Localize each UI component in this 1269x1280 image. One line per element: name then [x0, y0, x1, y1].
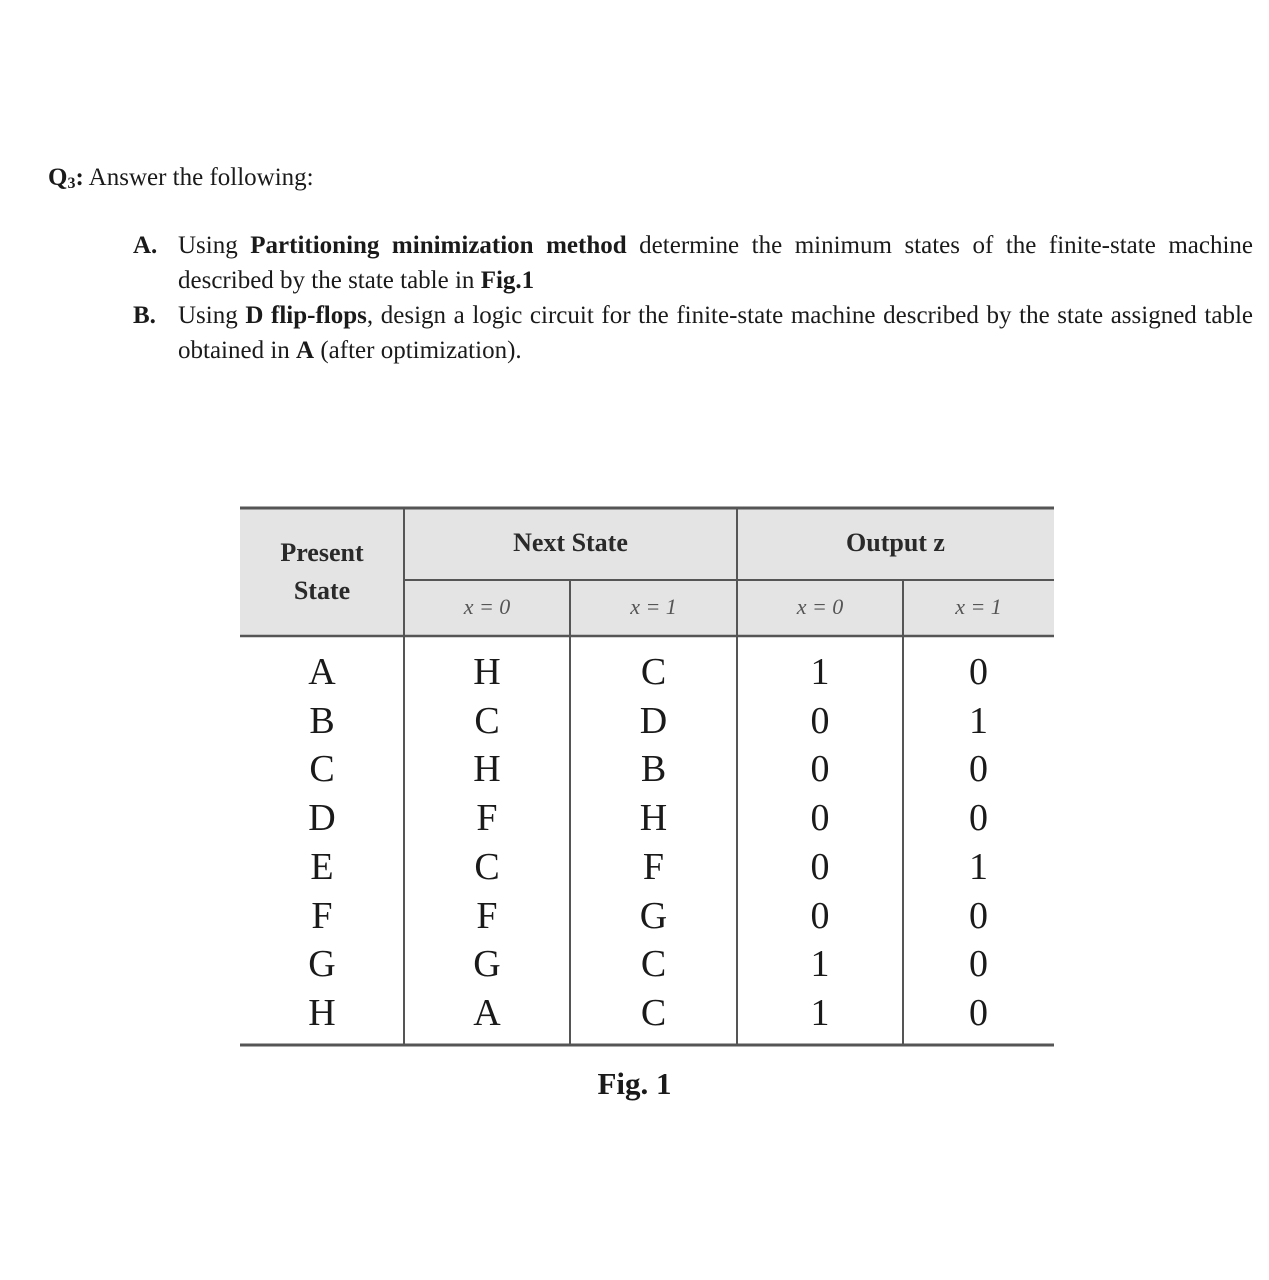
table-cell: F	[642, 845, 665, 888]
sub-output-x1: x = 1	[955, 594, 1002, 619]
table-cell: C	[474, 845, 500, 888]
table-cell: 0	[810, 748, 830, 791]
table-cell: C	[640, 991, 667, 1034]
table-cell: D	[308, 797, 336, 840]
question-text: Answer the following:	[88, 164, 314, 191]
part-b	[133, 298, 1253, 368]
header-output: Output z	[846, 528, 945, 557]
table-cell: 0	[810, 894, 830, 937]
part-a-figure-ref: Fig.1	[480, 267, 535, 294]
table-cell: F	[476, 797, 498, 840]
table-cell: G	[473, 943, 501, 986]
part-b-post: (after optimization).	[314, 337, 522, 364]
question-colon: :	[75, 164, 84, 191]
part-b-part-ref: A	[296, 337, 315, 364]
table-cell: 1	[810, 943, 830, 986]
part-a-text: determine the minimum states of the finite-state machine described by the state table in	[178, 232, 1253, 294]
state-table	[240, 506, 1054, 1047]
table-cell: 0	[969, 748, 988, 791]
table-cell: 1	[810, 651, 830, 693]
question-parts	[133, 228, 1253, 368]
table-cell: H	[473, 748, 501, 791]
col-next-x0	[404, 648, 570, 1038]
part-a-method: Partitioning minimization method	[250, 232, 627, 259]
table-cell: C	[640, 943, 667, 986]
table-cell: 0	[810, 699, 830, 742]
figure-caption: Fig. 1	[597, 1066, 672, 1101]
sub-next-x1: x = 1	[630, 594, 677, 619]
table-cell: C	[309, 748, 335, 791]
table-cell: D	[639, 699, 668, 742]
table-cell: 1	[969, 845, 988, 888]
part-b-flipflops: D flip-flops	[245, 302, 367, 329]
header-next-state: Next State	[513, 528, 628, 557]
table-cell: H	[639, 797, 668, 840]
table-cell: A	[308, 651, 336, 693]
part-a-letter: A.	[133, 232, 158, 259]
table-cell: 0	[969, 894, 988, 937]
col-next-x1	[570, 648, 737, 1038]
table-cell: 1	[810, 991, 830, 1034]
question-heading	[48, 162, 314, 200]
table-cell: G	[639, 894, 668, 937]
table-cell: C	[474, 699, 500, 742]
table-cell: H	[308, 991, 336, 1034]
sub-output-x0: x = 0	[796, 594, 844, 619]
col-output-x0	[737, 648, 903, 1038]
col-present-state	[240, 648, 404, 1038]
table-cell: 0	[969, 651, 988, 693]
sub-next-x0: x = 0	[463, 594, 511, 619]
table-cell: 1	[969, 699, 988, 742]
question-number: 3	[67, 175, 76, 192]
table-cell: 0	[810, 797, 830, 840]
table-cell: 0	[969, 797, 988, 840]
table-cell: B	[640, 748, 667, 791]
table-cell: H	[473, 651, 501, 693]
table-cell: C	[640, 651, 667, 693]
table-cell: F	[476, 894, 498, 937]
col-output-x1	[903, 648, 1054, 1038]
part-a-pre: Using	[178, 232, 251, 259]
table-cell: F	[311, 894, 333, 937]
header-present-state	[240, 534, 404, 610]
table-cell: B	[309, 699, 335, 742]
table-cell: 0	[969, 943, 988, 986]
header-present-line2: State	[293, 576, 351, 605]
table-cell: 0	[969, 991, 988, 1034]
part-a	[133, 228, 1253, 298]
table-cell: 0	[810, 845, 830, 888]
table-cell: E	[310, 845, 334, 888]
part-b-text: , design a logic circuit for the finite-state machine described by the state assigned table obtained in	[178, 302, 1254, 364]
table-cell: G	[308, 943, 336, 986]
question-label: Q	[48, 164, 68, 191]
part-b-letter: B.	[133, 302, 156, 329]
header-present-line1: Present	[280, 538, 364, 567]
table-cell: A	[473, 991, 501, 1034]
part-b-pre: Using	[178, 302, 246, 329]
